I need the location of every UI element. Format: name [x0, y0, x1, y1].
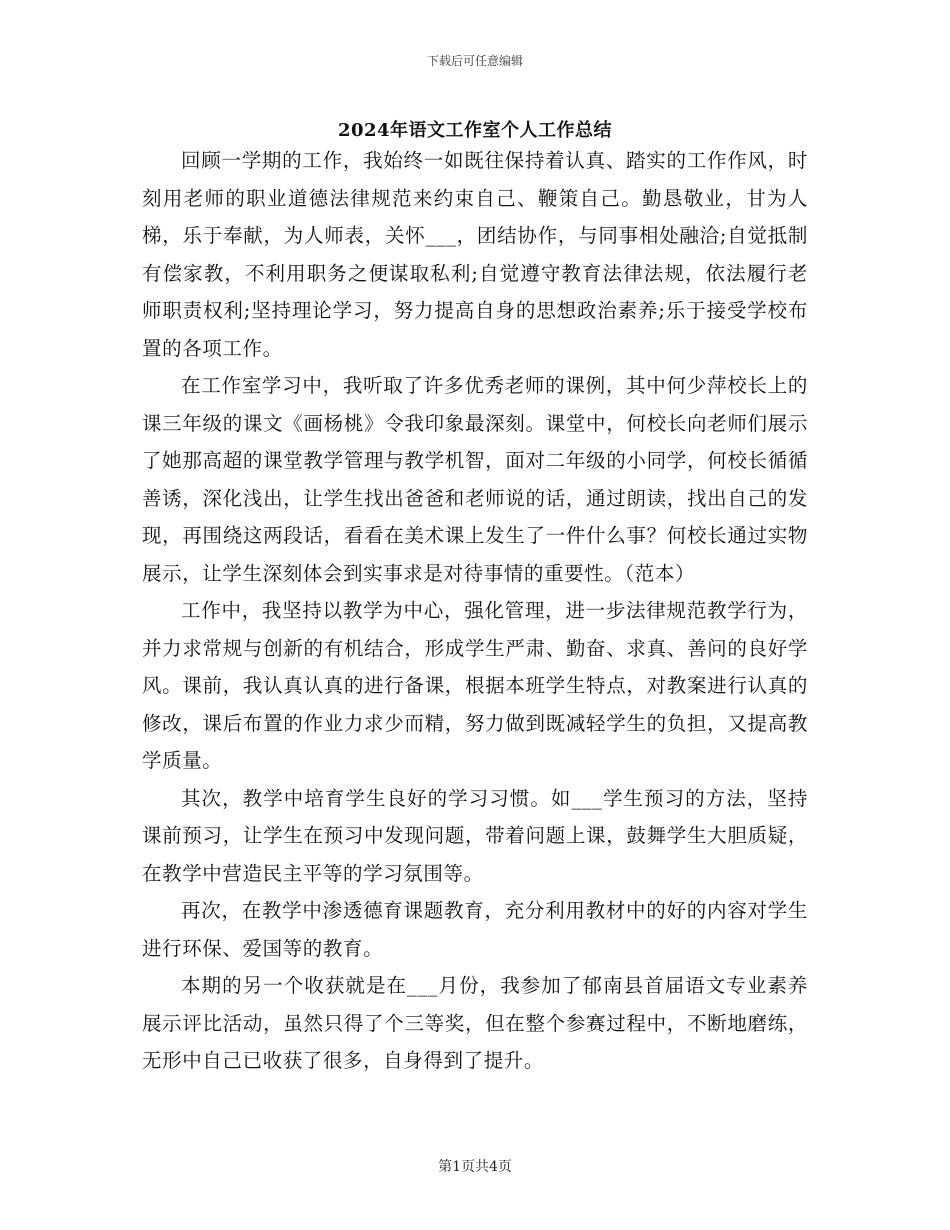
page-number: 第1页共4页 [438, 1159, 512, 1175]
paragraph: 其次，教学中培育学生良好的学习习惯。如___学生预习的方法，坚持课前预习，让学生在预习中发现问题，带着问题上课，鼓舞学生大胆质疑，在教学中营造民主平等的学习氛围等。 [142, 786, 808, 885]
paragraph: 工作中，我坚持以教学为中心，强化管理，进一步法律规范教学行为，并力求常规与创新的有机结合，形成学生严肃、勤奋、求真、善问的良好学风。课前，我认真认真的进行备课，根据本班学生特点，对教案进行认真的修改，课后布置的作业力求少而精，努力做到既减轻学生的负担，又提高教学质量。 [142, 599, 808, 772]
paragraph: 回顾一学期的工作，我始终一如既往保持着认真、踏实的工作作风，时刻用老师的职业道德法律规范来约束自己、鞭策自己。勤恳敬业，甘为人梯，乐于奉献，为人师表，关怀___，团结协作，与同事相处融洽;自觉抵制有偿家教，不利用职务之便谋取私利;自觉遵守教育法律法规，依法履行老师职责权利;坚持理论学习，努力提高自身的思想政治素养;乐于接受学校布置的各项工作。 [142, 149, 808, 360]
paragraph: 在工作室学习中，我听取了许多优秀老师的课例，其中何少萍校长上的课三年级的课文《画杨桃》令我印象最深刻。课堂中，何校长向老师们展示了她那高超的课堂教学管理与教学机智，面对二年级的小同学，何校长循循善诱，深化浅出，让学生找出爸爸和老师说的话，通过朗读，找出自己的发现，再围绕这两段话，看看在美术课上发生了一件什么事？何校长通过实物展示，让学生深刻体会到实事求是对待事情的重要性。（范本） [142, 374, 808, 585]
paragraph: 本期的另一个收获就是在___月份，我参加了郁南县首届语文专业素养展示评比活动，虽然只得了个三等奖，但在整个参赛过程中，不断地磨练，无形中自己已收获了很多，自身得到了提升。 [142, 974, 808, 1072]
document-body [142, 142, 808, 1080]
header-note: 下载后可任意编辑 [426, 54, 523, 68]
document-title: 2024年语文工作室个人工作总结 [337, 120, 613, 141]
paragraph: 再次，在教学中渗透德育课题教育，充分利用教材中的好的内容对学生进行环保、爱国等的教育。 [142, 899, 808, 960]
